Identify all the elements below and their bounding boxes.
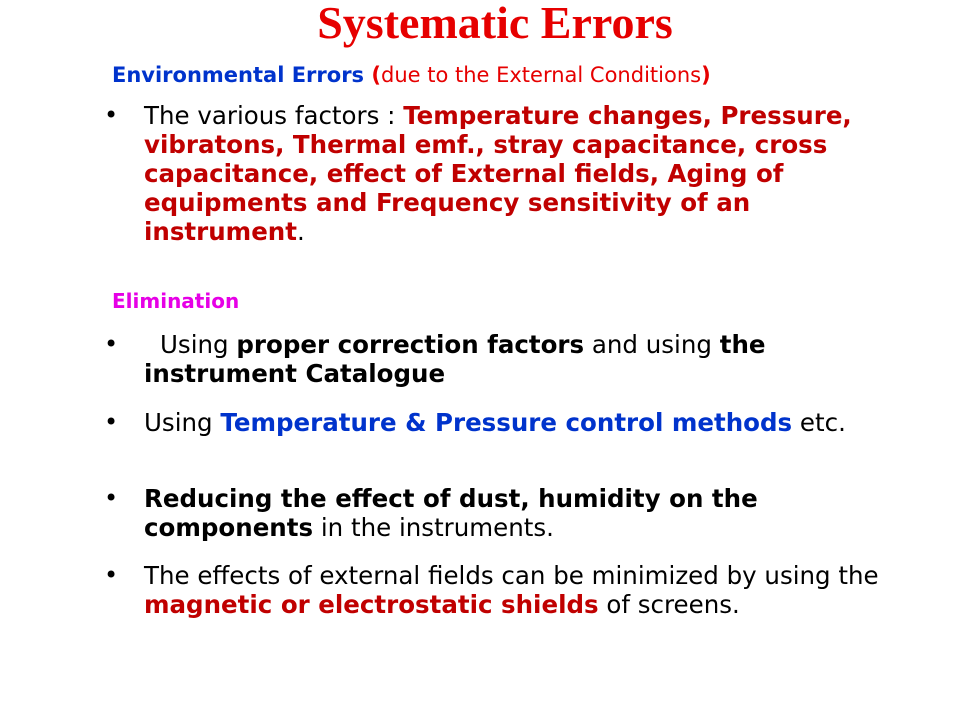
subheading xyxy=(112,60,711,90)
elimination-label: Elimination xyxy=(112,289,240,313)
bullet-highlight: Temperature & Pressure control methods xyxy=(220,408,793,437)
bullet-highlight: Temperature changes, Pressure, vibratons, Thermal emf., stray capacitance, cross capacitance, effect of External fields, Aging of equipments and Frequency sensitivity of an instrument xyxy=(144,101,852,246)
bullet-factors xyxy=(104,101,894,246)
bullet-correction-factors xyxy=(104,330,894,388)
bullet-tail: of screens. xyxy=(598,590,740,619)
bullet-tail: . xyxy=(296,217,305,246)
bullet-tail: etc. xyxy=(792,408,846,437)
bullet-lead: Using xyxy=(160,330,237,359)
bullet-tail: in the instruments. xyxy=(313,513,554,542)
bullet-dot: • xyxy=(104,101,119,129)
subheading-detail: due to the External Conditions xyxy=(380,63,702,87)
bullet-shields xyxy=(104,561,894,619)
bullet-control-methods xyxy=(104,408,894,437)
slide-title: Systematic Errors xyxy=(317,0,673,48)
bullet-dot: • xyxy=(104,561,119,589)
subheading-open-paren: ( xyxy=(364,63,381,87)
bullet-dot: • xyxy=(104,484,119,512)
bullet-lead: The effects of external fields can be minimized by using the xyxy=(144,561,879,590)
bullet-lead: Using xyxy=(144,408,221,437)
bullet-text xyxy=(144,408,894,437)
bullet-text xyxy=(144,484,894,542)
bullet-lead: The various factors : xyxy=(144,101,404,130)
bullet-dot: • xyxy=(104,330,119,358)
bullet-mid: and using xyxy=(584,330,720,359)
subheading-label: Environmental Errors xyxy=(112,63,365,87)
bullet-dust-humidity xyxy=(104,484,894,542)
bullet-dot: • xyxy=(104,408,119,436)
bullet-highlight: magnetic or electrostatic shields xyxy=(144,590,599,619)
bullet-bold-2: the instrument Catalogue xyxy=(144,330,766,388)
bullet-bold: Reducing the effect of dust, humidity on the components xyxy=(144,484,758,542)
bullet-text xyxy=(144,101,894,246)
bullet-text xyxy=(144,561,894,619)
subheading-close-paren: ) xyxy=(701,63,711,87)
bullet-bold-1: proper correction factors xyxy=(236,330,585,359)
bullet-text xyxy=(144,330,894,388)
